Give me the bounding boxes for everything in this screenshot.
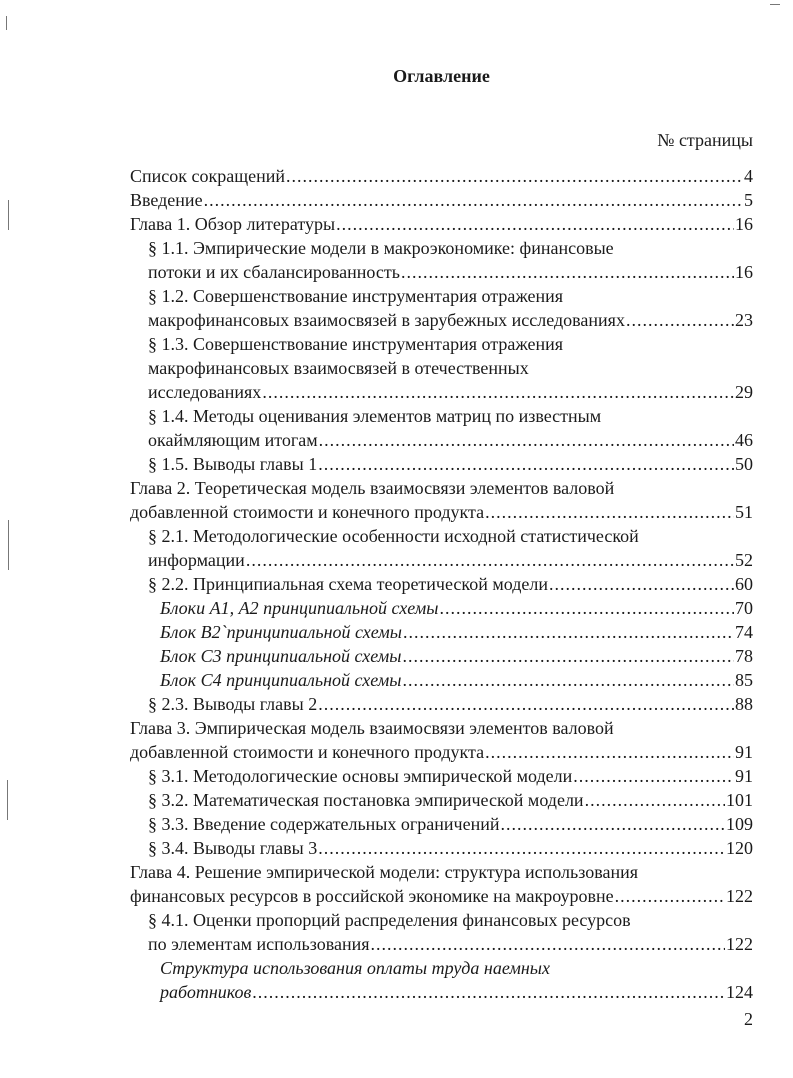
- toc-entry: [148, 452, 753, 476]
- dot-leader: [319, 428, 734, 452]
- dot-leader: [485, 740, 734, 764]
- dot-leader: [401, 260, 734, 284]
- toc-entry-text: Введение: [130, 190, 203, 210]
- dot-leader: [318, 452, 734, 476]
- page-column-label: № страницы: [657, 130, 753, 150]
- toc-entry: [160, 956, 753, 1004]
- toc-entry: [130, 188, 753, 212]
- toc-entry-page: 91: [735, 766, 753, 786]
- dot-leader: [336, 212, 734, 236]
- toc-entry: [148, 572, 753, 596]
- dot-leader: [549, 572, 734, 596]
- dot-leader: [246, 548, 734, 572]
- toc-entry-text: Глава 4. Решение эмпирической модели: структура использования: [130, 862, 639, 882]
- toc-entry-text: Блок С4 принципиальной схемы: [160, 670, 402, 690]
- toc-entry-text: по элементам использования: [148, 934, 370, 954]
- dot-leader: [318, 836, 725, 860]
- toc-entry: [148, 692, 753, 716]
- toc-entry-page: 5: [744, 190, 753, 210]
- toc-entry: [148, 284, 753, 332]
- scan-artifact: [7, 780, 8, 820]
- toc-entry-page: 70: [735, 598, 753, 618]
- toc-entry-text: § 1.4. Методы оценивания элементов матриц по известным: [148, 406, 602, 426]
- toc-entry-text: добавленной стоимости и конечного продукта: [130, 502, 485, 522]
- toc-entry-page: 88: [735, 694, 753, 714]
- toc-entry: [130, 164, 753, 188]
- toc-entry: [148, 764, 753, 788]
- toc-entry-text: макрофинансовых взаимосвязей в отечественных: [148, 358, 529, 378]
- toc-entry-text: § 3.2. Математическая постановка эмпирической модели: [148, 790, 584, 810]
- toc-entry-page: 91: [735, 742, 753, 762]
- page-title: Оглавление: [393, 66, 490, 86]
- toc-entry-text: добавленной стоимости и конечного продукта: [130, 742, 485, 762]
- toc-entry-text: окаймляющим итогам: [148, 430, 318, 450]
- toc-entry-page: 74: [735, 622, 753, 642]
- toc-entry-text: § 2.1. Методологические особенности исходной статистической: [148, 526, 639, 546]
- toc-entry-text: макрофинансовых взаимосвязей в зарубежных исследованиях: [148, 310, 625, 330]
- dot-leader: [262, 380, 734, 404]
- toc-entry: [160, 668, 753, 692]
- toc-entry-text: § 2.2. Принципиальная схема теоретической модели: [148, 574, 549, 594]
- toc-entry-text: § 1.5. Выводы главы 1: [148, 454, 318, 474]
- dot-leader: [485, 500, 734, 524]
- toc-entry: [148, 788, 753, 812]
- toc-entry-page: 78: [735, 646, 753, 666]
- toc-entry-text: Глава 3. Эмпирическая модель взаимосвязи элементов валовой: [130, 718, 614, 738]
- toc-entry-text: Список сокращений: [130, 166, 285, 186]
- toc-entry-text: § 1.1. Эмпирические модели в макроэкономике: финансовые: [148, 238, 614, 258]
- toc-entry-text: § 3.3. Введение содержательных ограничений: [148, 814, 500, 834]
- page-number: 2: [744, 1009, 753, 1029]
- toc-entry-page: 29: [735, 382, 753, 402]
- toc-entry-page: 23: [735, 310, 753, 330]
- toc-entry: [130, 860, 753, 908]
- toc-entry: [148, 332, 753, 404]
- dot-leader: [402, 644, 734, 668]
- dot-leader: [615, 884, 725, 908]
- toc-entry-page: 4: [744, 166, 753, 186]
- dot-leader: [500, 812, 725, 836]
- toc-entry-page: 124: [726, 982, 753, 1002]
- toc-entry-text: § 3.1. Методологические основы эмпирической модели: [148, 766, 573, 786]
- dot-leader: [252, 980, 725, 1004]
- toc-entry-page: 109: [726, 814, 753, 834]
- dot-leader: [585, 788, 725, 812]
- toc-entry-text: § 1.2. Совершенствование инструментария отражения: [148, 286, 564, 306]
- toc-entry: [160, 596, 753, 620]
- toc-entry: [148, 404, 753, 452]
- toc-entry-text: Структура использования оплаты труда наемных: [160, 958, 550, 978]
- toc-entry-text: финансовых ресурсов в российской экономике на макроуровне: [130, 886, 614, 906]
- toc-entry: [130, 476, 753, 524]
- scan-artifact: [770, 4, 780, 5]
- toc-entry-text: информации: [148, 550, 245, 570]
- toc-entry-page: 16: [735, 262, 753, 282]
- toc-entry-text: Глава 1. Обзор литературы: [130, 214, 336, 234]
- toc-entry-page: 46: [735, 430, 753, 450]
- toc-entry-page: 101: [726, 790, 753, 810]
- toc-entry-page: 122: [726, 934, 753, 954]
- toc-entry-page: 51: [735, 502, 753, 522]
- dot-leader: [286, 164, 743, 188]
- dot-leader: [626, 308, 734, 332]
- toc-entry-text: потоки и их сбалансированность: [148, 262, 400, 282]
- toc-entry: [148, 236, 753, 284]
- dot-leader: [403, 620, 734, 644]
- scan-artifact: [6, 16, 7, 30]
- toc-entry-page: 52: [735, 550, 753, 570]
- scan-artifact: [8, 520, 9, 570]
- dot-leader: [439, 596, 734, 620]
- toc-entry: [130, 212, 753, 236]
- toc-entry-text: Глава 2. Теоретическая модель взаимосвязи элементов валовой: [130, 478, 615, 498]
- toc-entry-text: § 2.3. Выводы главы 2: [148, 694, 318, 714]
- toc-entry-page: 60: [735, 574, 753, 594]
- toc-entry: [160, 644, 753, 668]
- toc-entry-text: § 3.4. Выводы главы 3: [148, 838, 318, 858]
- toc-entry-text: Блок В2`принципиальной схемы: [160, 622, 402, 642]
- dot-leader: [402, 668, 734, 692]
- toc-entry: [148, 836, 753, 860]
- toc-entry-text: Блоки А1, А2 принципиальной схемы: [160, 598, 439, 618]
- scan-artifact: [8, 200, 9, 230]
- toc-entry-text: исследованиях: [148, 382, 262, 402]
- toc-entry-text: Блок С3 принципиальной схемы: [160, 646, 402, 666]
- toc-entry-page: 50: [735, 454, 753, 474]
- dot-leader: [371, 932, 726, 956]
- toc-entry: [148, 524, 753, 572]
- dot-leader: [204, 188, 743, 212]
- toc-entry-text: § 4.1. Оценки пропорций распределения финансовых ресурсов: [148, 910, 631, 930]
- toc-entry-page: 85: [735, 670, 753, 690]
- toc-entry-page: 16: [735, 214, 753, 234]
- toc-entry: [130, 716, 753, 764]
- toc-entry-text: работников: [160, 982, 252, 1002]
- dot-leader: [318, 692, 734, 716]
- toc-entry: [160, 620, 753, 644]
- dot-leader: [573, 764, 734, 788]
- toc-entry: [148, 812, 753, 836]
- toc-entry-page: 120: [726, 838, 753, 858]
- toc-entry-page: 122: [726, 886, 753, 906]
- toc-entry: [148, 908, 753, 956]
- toc-entry-text: § 1.3. Совершенствование инструментария отражения: [148, 334, 564, 354]
